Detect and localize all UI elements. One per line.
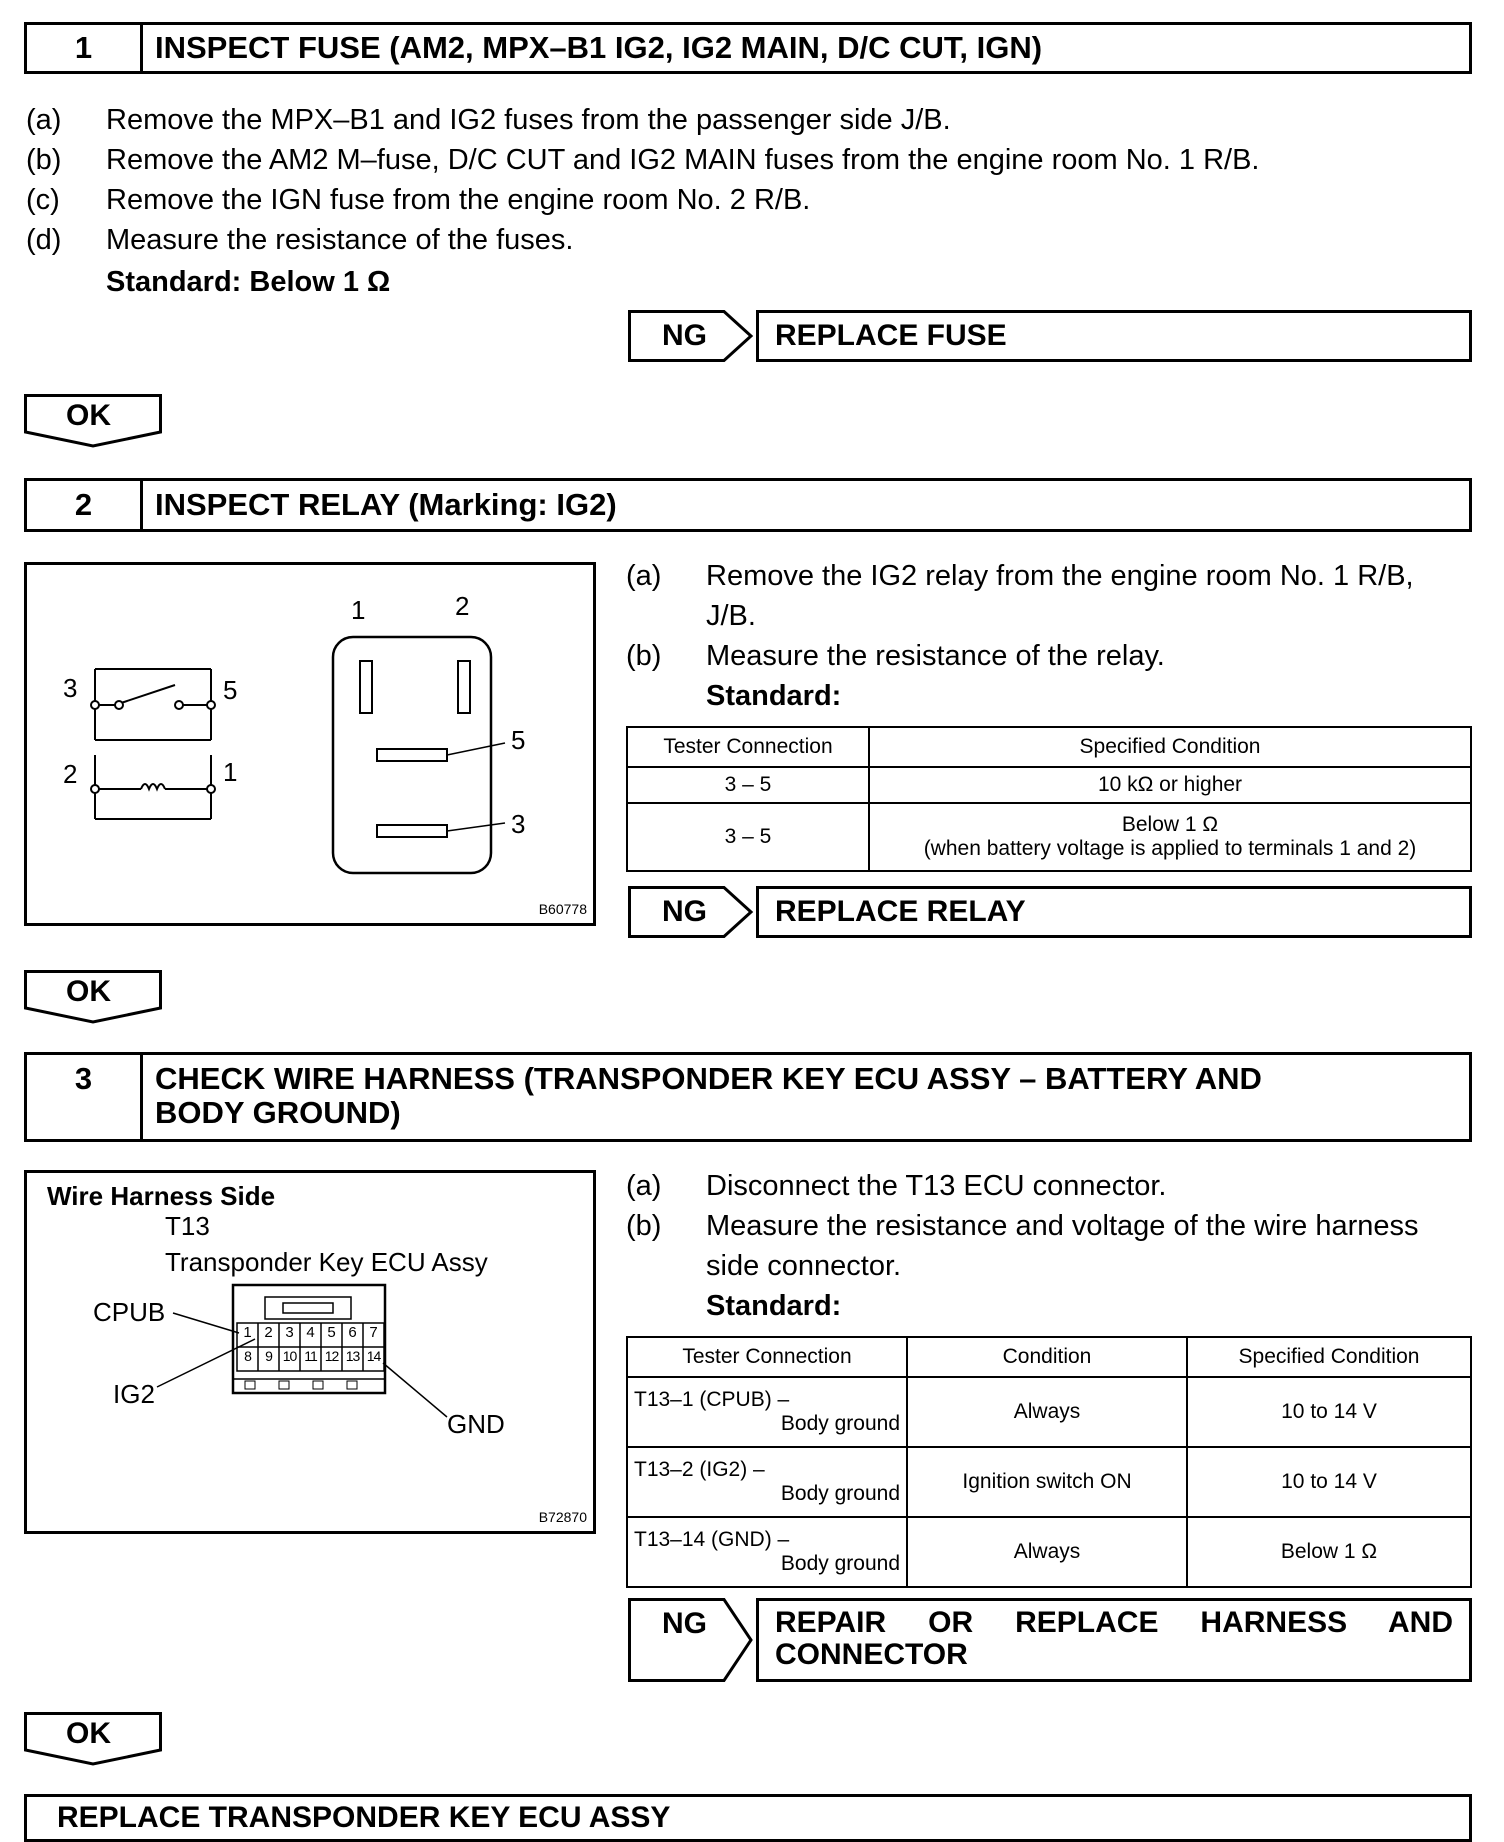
step2-title: INSPECT RELAY (Marking: IG2) [155, 487, 617, 522]
instruction-text: J/B. [706, 600, 756, 632]
instruction-text: Remove the AM2 M–fuse, D/C CUT and IG2 MAIN fuses from the engine room No. 1 R/B. [106, 144, 1260, 176]
table-cell: Ignition switch ON [907, 1447, 1187, 1517]
label-ig2: IG2 [113, 1379, 155, 1409]
relay-pin-1: 1 [351, 595, 366, 625]
relay-pin-3: 3 [511, 809, 526, 839]
table-cell: Below 1 Ω [1187, 1517, 1471, 1587]
table-header: Tester Connection [627, 1337, 907, 1377]
figure-code: B60778 [538, 901, 587, 917]
step3-ng-action [756, 1598, 1472, 1682]
table-cell [627, 1517, 907, 1587]
instruction-label: (a) [626, 560, 662, 592]
harness-figure [24, 1170, 596, 1534]
table-header: Tester Connection [627, 727, 869, 767]
pin-number: 8 [244, 1348, 251, 1364]
pin-number: 2 [264, 1324, 273, 1341]
step2-ng-action: REPLACE RELAY [756, 886, 1472, 938]
instruction-label: (c) [26, 184, 60, 216]
table-cell [627, 1447, 907, 1517]
step2-ok-badge [24, 970, 162, 1024]
pin-number: 10 [282, 1348, 297, 1364]
step3-title-line1: CHECK WIRE HARNESS (TRANSPONDER KEY ECU ASSY – BATTERY AND [155, 1061, 1262, 1096]
table-cell [869, 803, 1471, 871]
label-cpub: CPUB [93, 1297, 166, 1327]
step3-ok-badge [24, 1712, 162, 1766]
step2-header [24, 478, 1472, 532]
table-cell [627, 1377, 907, 1447]
pin-number: 7 [369, 1324, 378, 1341]
step1-ng-action: REPLACE FUSE [756, 310, 1472, 362]
harness-spec-table [626, 1336, 1472, 1588]
instruction-label: (a) [626, 1170, 662, 1202]
pin-number: 12 [324, 1348, 339, 1364]
step1-standard: Standard: Below 1 Ω [106, 266, 391, 298]
step1-header [24, 22, 1472, 74]
pin-number: 4 [306, 1324, 315, 1341]
ok-label: OK [66, 1717, 111, 1750]
cell-ground: Body ground [780, 1482, 900, 1505]
schematic-pin-1: 1 [223, 757, 238, 787]
instruction-label: (b) [626, 1210, 662, 1242]
step1-number: 1 [27, 25, 143, 71]
pin-number: 14 [366, 1348, 381, 1364]
instruction-label: (d) [26, 224, 62, 256]
relay-pin-2: 2 [455, 591, 470, 621]
instruction-label: (b) [626, 640, 662, 672]
step3-header [24, 1052, 1472, 1142]
instruction-label: (b) [26, 144, 62, 176]
step3-ng-badge [628, 1598, 754, 1682]
connector-id: T13 [165, 1211, 210, 1241]
table-row [627, 803, 1471, 871]
table-cell: Always [907, 1377, 1187, 1447]
schematic-pin-3: 3 [63, 673, 78, 703]
instruction-text: Remove the MPX–B1 and IG2 fuses from the passenger side J/B. [106, 104, 951, 136]
relay-spec-table [626, 726, 1472, 872]
table-row [627, 1447, 1471, 1517]
instruction-text: Remove the IGN fuse from the engine room No. 2 R/B. [106, 184, 811, 216]
pin-number: 9 [265, 1348, 272, 1364]
final-action-box: REPLACE TRANSPONDER KEY ECU ASSY [24, 1794, 1472, 1842]
pin-number: 13 [345, 1348, 360, 1364]
cell-ground: Body ground [780, 1552, 900, 1575]
table-header: Specified Condition [869, 727, 1471, 767]
pin-row-1 [237, 1324, 384, 1346]
table-row [627, 767, 1471, 803]
table-cell: Always [907, 1517, 1187, 1587]
pin-number: 3 [285, 1324, 294, 1341]
cell-connection: T13–1 (CPUB) – [634, 1388, 790, 1411]
instruction-text: Disconnect the T13 ECU connector. [706, 1170, 1167, 1202]
ok-label: OK [66, 975, 111, 1008]
step2-ng-badge [628, 886, 754, 938]
relay-diagram [27, 565, 593, 923]
cell-ground: Body ground [780, 1412, 900, 1435]
pin-number: 6 [348, 1324, 357, 1341]
instruction-text: side connector. [706, 1250, 902, 1282]
step3-title-line2: BODY GROUND) [155, 1095, 401, 1130]
ng-label: NG [662, 895, 707, 928]
step2-instruction-a-cont [706, 596, 756, 636]
table-cell: 10 to 14 V [1187, 1447, 1471, 1517]
step1-ok-badge [24, 394, 162, 448]
schematic-pin-2: 2 [63, 759, 78, 789]
table-cell: 3 – 5 [627, 803, 869, 871]
table-row [627, 1377, 1471, 1447]
pin-number: 1 [243, 1324, 252, 1341]
ok-label: OK [66, 399, 111, 432]
relay-figure [24, 562, 596, 926]
table-header: Specified Condition [1187, 1337, 1471, 1377]
ng-label: NG [662, 1607, 707, 1640]
cell-note: (when battery voltage is applied to terminals 1 and 2) [923, 837, 1417, 860]
table-row [627, 1517, 1471, 1587]
figure-code: B72870 [538, 1509, 587, 1525]
pin-number: 11 [304, 1348, 317, 1364]
step2-standard: Standard: [706, 680, 842, 712]
table-cell: 10 kΩ or higher [869, 767, 1471, 803]
schematic-pin-5: 5 [223, 675, 238, 705]
table-cell: 3 – 5 [627, 767, 869, 803]
step3-standard: Standard: [706, 1290, 842, 1322]
relay-pin-5: 5 [511, 725, 526, 755]
instruction-text: Measure the resistance and voltage of the wire harness [706, 1210, 1419, 1242]
pin-number: 5 [327, 1324, 336, 1341]
ng-label: NG [662, 319, 707, 352]
instruction-text: Measure the resistance of the fuses. [106, 224, 574, 256]
pin-row-2 [237, 1348, 384, 1370]
cell-connection: T13–14 (GND) – [634, 1528, 790, 1551]
cell-connection: T13–2 (IG2) – [634, 1458, 765, 1481]
table-header: Condition [907, 1337, 1187, 1377]
table-cell: 10 to 14 V [1187, 1377, 1471, 1447]
figure-heading: Wire Harness Side [47, 1181, 276, 1211]
label-gnd: GND [447, 1409, 505, 1439]
instruction-text: Measure the resistance of the relay. [706, 640, 1165, 672]
ng-action-line2: CONNECTOR [775, 1638, 968, 1671]
step1-ng-badge [628, 310, 754, 362]
connector-name: Transponder Key ECU Assy [165, 1247, 488, 1277]
step2-number: 2 [27, 481, 143, 529]
step3-number: 3 [27, 1055, 143, 1139]
step1-title: INSPECT FUSE (AM2, MPX–B1 IG2, IG2 MAIN, D/C CUT, IGN) [155, 30, 1043, 65]
cell-value: Below 1 Ω [1121, 813, 1219, 836]
step3-instruction-b-cont [706, 1246, 901, 1286]
ng-action-line1: REPAIR OR REPLACE HARNESS AND [775, 1606, 1453, 1639]
instruction-text: Remove the IG2 relay from the engine room No. 1 R/B, [706, 560, 1414, 592]
instruction-label: (a) [26, 104, 62, 136]
